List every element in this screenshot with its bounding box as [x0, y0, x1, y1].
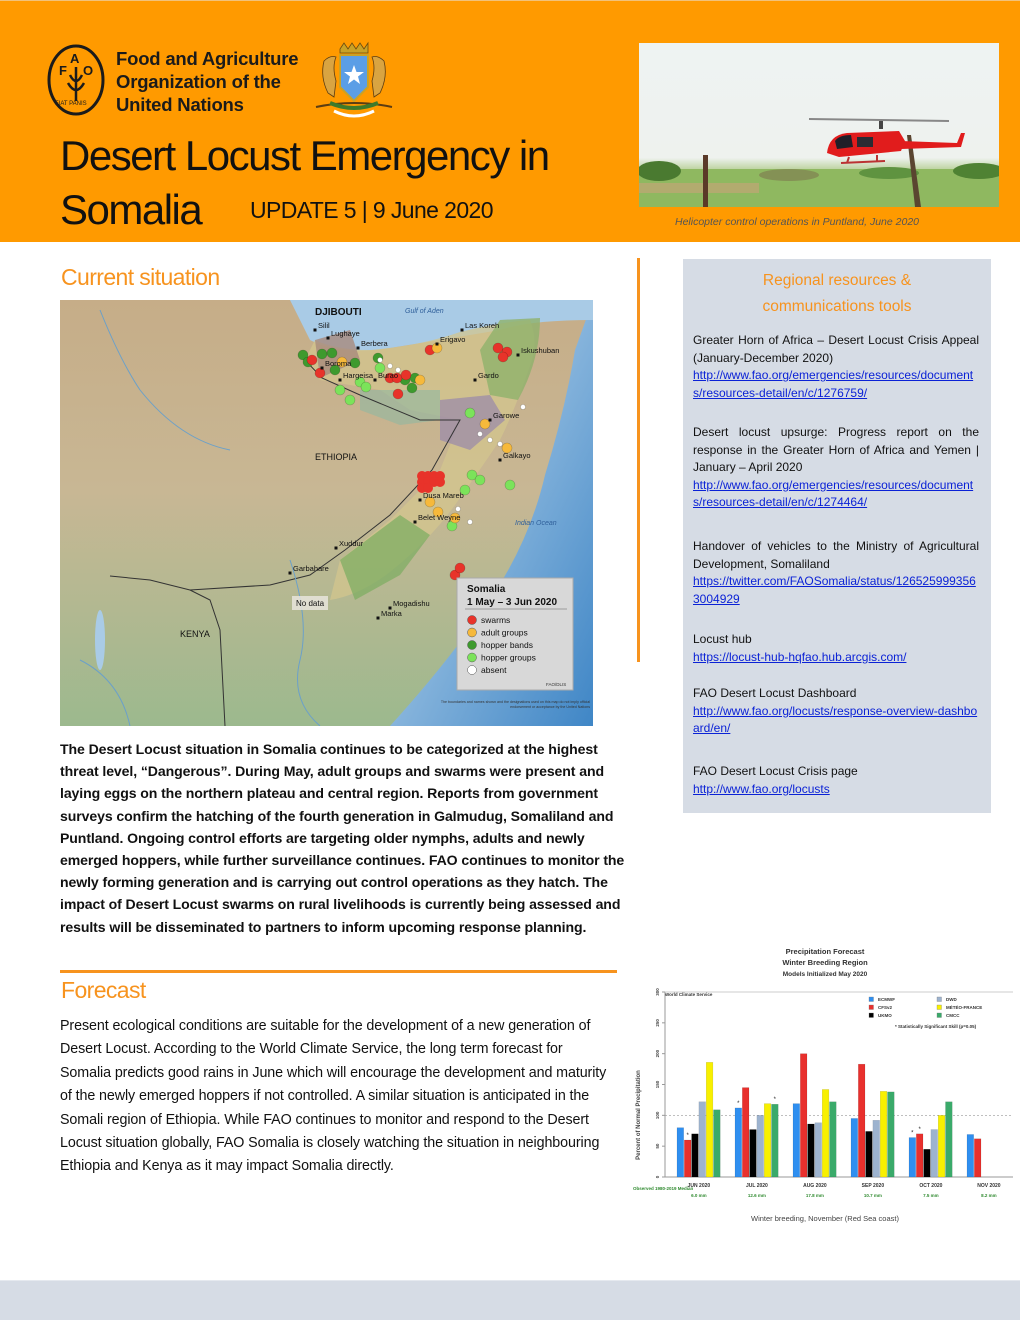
- map-town-label: Belet Weyne: [418, 513, 461, 522]
- resource-item: [693, 631, 979, 666]
- chart-legend-label: DWD: [946, 997, 957, 1002]
- chart-bar: [888, 1092, 895, 1177]
- chart-legend-label: ECMWF: [878, 997, 895, 1002]
- map-town-marker: [289, 572, 292, 575]
- map-observation-dot: [327, 348, 337, 358]
- map-label-gulf-of-aden: Gulf of Aden: [405, 308, 444, 315]
- chart-legend-swatch: [869, 1013, 874, 1018]
- resource-link[interactable]: http://www.fao.org/locusts: [693, 781, 830, 796]
- map-label-kenya: KENYA: [180, 629, 210, 639]
- chart-significance-mark: *: [773, 1097, 777, 1104]
- map-legend-swatch: [468, 628, 477, 637]
- map-observation-dot: [415, 375, 425, 385]
- chart-legend-label: CMCC: [946, 1013, 960, 1018]
- resource-link[interactable]: https://twitter.com/FAOSomalia/status/1265259993563004929: [693, 574, 976, 606]
- chart-bar: [742, 1088, 749, 1177]
- org-name-line: United Nations: [116, 94, 244, 115]
- map-observation-dot: [455, 563, 465, 573]
- chart-bar: [967, 1134, 974, 1177]
- chart-bar: [699, 1102, 706, 1177]
- chart-bar: [757, 1115, 764, 1177]
- sidebar-title: [683, 268, 991, 320]
- chart-x-tick-label: AUG 2020: [803, 1183, 827, 1189]
- map-legend-label: absent: [481, 665, 507, 675]
- map-observation-dot: [456, 507, 461, 512]
- map-observation-dot: [468, 520, 473, 525]
- chart-legend-label: UKMO: [878, 1013, 892, 1018]
- chart-legend-swatch: [937, 1013, 942, 1018]
- chart-observed-label: Observed 1980-2019 Median: [633, 1186, 694, 1191]
- map-town-marker: [314, 329, 317, 332]
- map-town-label: Burao: [378, 371, 399, 380]
- chart-y-tick-label: 200: [655, 1049, 660, 1058]
- chart-bar: [866, 1131, 873, 1177]
- map-observation-dot: [498, 442, 503, 447]
- forecast-text: Present ecological conditions are suitable for the development of a new generation of Desert Locust. According to the World Climate Service, the long term forecast for Somalia predicts good rains in June which will encourage the development and maturity of the newly emerged hoppers if not controlled. A similar situation is anticipated in the Somali region of Ethiopia. While FAO continues to monitor and respond to the Desert Locust situation globally, FAO Somalia is closely watching the situation in neighbouring Ethiopia and Kenya as it may impact Somalia directly.: [60, 1018, 607, 1175]
- map-town-marker: [377, 617, 380, 620]
- chart-observed-median-label: 8.2 mm: [981, 1193, 997, 1198]
- chart-bar: [909, 1138, 916, 1177]
- chart-legend-label: MÉTÉO-FRANCE: [946, 1005, 983, 1010]
- map-town-label: Berbera: [361, 339, 388, 348]
- resource-description: FAO Desert Locust Dashboard: [693, 686, 857, 700]
- chart-legend-swatch: [869, 997, 874, 1002]
- map-town-marker: [461, 329, 464, 332]
- resource-description: Handover of vehicles to the Ministry of Agricultural Development, Somaliland: [693, 539, 979, 571]
- map-label-indian-ocean: Indian Ocean: [515, 520, 557, 527]
- chart-title: Precipitation Forecast: [785, 947, 865, 956]
- chart-bar: [938, 1115, 945, 1177]
- map-town-marker: [499, 459, 502, 462]
- map-town-marker: [335, 547, 338, 550]
- chart-source-label: World Climate Service: [665, 992, 713, 997]
- chart-bar: [750, 1130, 757, 1177]
- chart-bar: [880, 1091, 887, 1177]
- logo-letter-f: F: [59, 63, 67, 78]
- chart-x-tick-label: JUN 2020: [687, 1183, 711, 1189]
- chart-y-tick-label: 100: [655, 1111, 660, 1120]
- chart-bar: [714, 1110, 721, 1177]
- chart-bar: [800, 1054, 807, 1177]
- map-observation-dot: [435, 477, 445, 487]
- map-town-marker: [357, 347, 360, 350]
- chart-significance-mark: *: [911, 1130, 914, 1137]
- current-situation-text: The Desert Locust situation in Somalia continues to be categorized at the highest threat level, “Dangerous”. During May, adult groups and swarms were present and laying eggs on the northern plateau and central region. Reports from government surveys confirm the hatching of the fourth generation in Galmudug, Somaliland and Puntland. Ongoing control efforts are targeting older nymphs, adults and newly emerged hoppers, while further surveillance continues. FAO continues to monitor the newly forming generation and is carrying out control operations as they hatch. The impact of Desert Locust swarms on rural livelihoods is currently being assessed and results will be disseminated to partners to inform upcoming response planning.: [60, 741, 625, 935]
- resource-item: [693, 763, 979, 798]
- map-town-marker: [321, 367, 324, 370]
- map-town-marker: [339, 379, 342, 382]
- map-legend-title: Somalia: [467, 584, 506, 595]
- chart-bar: [684, 1140, 691, 1177]
- map-town-label: Las Koreh: [465, 321, 500, 330]
- org-name: [116, 47, 298, 116]
- org-name-line: Organization of the: [116, 71, 281, 92]
- map-observation-dot: [361, 382, 371, 392]
- chart-bar: [931, 1130, 938, 1177]
- map-label-djibouti: DJIBOUTI: [315, 307, 362, 318]
- chart-bar: [815, 1123, 822, 1177]
- fao-logo-icon: [46, 43, 106, 117]
- map-town-label: Iskushuban: [521, 346, 560, 355]
- resource-item: [693, 424, 979, 512]
- chart-bar: [808, 1124, 815, 1177]
- chart-observed-median-label: 17.8 mm: [805, 1193, 824, 1198]
- map-town-label: Silil: [318, 321, 330, 330]
- chart-legend-swatch: [869, 1005, 874, 1010]
- chart-bar: [873, 1120, 880, 1177]
- map-town-marker: [474, 379, 477, 382]
- chart-y-tick-label: 250: [655, 1019, 660, 1027]
- resource-link[interactable]: https://locust-hub-hqfao.hub.arcgis.com/: [693, 649, 907, 664]
- chart-bar: [692, 1134, 699, 1177]
- section-heading-current-situation: Current situation: [61, 264, 220, 290]
- resource-item: [693, 538, 979, 608]
- resource-description: Greater Horn of Africa – Desert Locust Crisis Appeal (January-December 2020): [693, 333, 979, 365]
- map-town-marker: [419, 499, 422, 502]
- map-observation-dot: [345, 395, 355, 405]
- map-town-label: Marka: [381, 609, 402, 618]
- map-legend-period: 1 May – 3 Jun 2020: [467, 597, 558, 608]
- chart-x-tick-label: OCT 2020: [919, 1183, 943, 1189]
- chart-significance-mark: *: [737, 1100, 740, 1107]
- resource-link[interactable]: http://www.fao.org/locusts/response-overview-dashboard/en/: [693, 703, 978, 736]
- resource-description: FAO Desert Locust Crisis page: [693, 764, 858, 778]
- column-divider: [637, 258, 640, 662]
- map-legend-label: adult groups: [481, 627, 528, 638]
- chart-bar: [772, 1104, 779, 1177]
- map-town-marker: [374, 379, 377, 382]
- chart-bar: [974, 1139, 981, 1177]
- chart-bar: [924, 1149, 931, 1177]
- header-banner: [0, 0, 1020, 242]
- chart-subtitle-1: Winter Breeding Region: [782, 958, 868, 967]
- footer-band: [0, 1280, 1020, 1320]
- chart-legend-label: CFSv2: [878, 1005, 893, 1010]
- map-town-label: Garowe: [493, 411, 520, 420]
- resources-sidebar: [683, 259, 991, 813]
- chart-bar: [946, 1102, 953, 1177]
- resource-link[interactable]: http://www.fao.org/emergencies/resources/documents/resources-detail/en/c/1276759/: [693, 368, 974, 400]
- logo-letter-o: O: [83, 63, 94, 78]
- map-observation-dot: [475, 475, 485, 485]
- map-legend-label: hopper groups: [481, 652, 536, 663]
- chart-bar: [706, 1062, 713, 1177]
- map-observation-dot: [407, 383, 417, 393]
- map-town-label: Galkayo: [503, 451, 531, 460]
- resource-item: [693, 332, 979, 402]
- map-legend-credit: FAO/DLIS: [546, 682, 567, 687]
- chart-significance-mark: *: [686, 1133, 689, 1139]
- map-legend-label: hopper bands: [481, 640, 533, 650]
- chart-legend-swatch: [937, 1005, 942, 1010]
- map-legend-swatch: [468, 666, 477, 675]
- map-legend: [457, 578, 573, 690]
- map-town-marker: [517, 354, 520, 357]
- logo-letter-a: A: [70, 51, 80, 66]
- sidebar-title-line2: communications tools: [762, 298, 912, 315]
- map-town-marker: [327, 337, 330, 340]
- chart-bar: [822, 1089, 829, 1177]
- resource-item: [693, 685, 979, 738]
- chart-y-tick-label: 50: [655, 1143, 660, 1149]
- map-town-marker: [489, 419, 492, 422]
- page-title-line2: Somalia: [60, 186, 202, 233]
- map-town-marker: [414, 521, 417, 524]
- map-legend-swatch: [468, 641, 477, 650]
- section-divider: [60, 970, 617, 973]
- chart-bar: [916, 1134, 923, 1177]
- map-town-marker: [436, 343, 439, 346]
- map-observation-dot: [401, 370, 411, 380]
- helicopter-photo: [639, 43, 999, 207]
- map-observation-dot: [478, 432, 483, 437]
- map-town-label: Dusa Mareb: [423, 491, 464, 500]
- map-observation-dot: [393, 389, 403, 399]
- chart-significance-mark: *: [918, 1126, 921, 1133]
- map-town-label: Erigavo: [440, 335, 466, 344]
- map-town-label: Mogadishu: [393, 599, 430, 608]
- chart-y-axis-label: Percent of Normal Precipitation: [636, 1070, 642, 1160]
- chart-bar: [793, 1104, 800, 1177]
- map-observation-dot: [307, 355, 317, 365]
- sidebar-title-line1: Regional resources &: [762, 272, 912, 289]
- map-observation-dot: [488, 438, 493, 443]
- chart-observed-median-label: 6.0 mm: [691, 1193, 707, 1198]
- chart-y-tick-label: 0: [655, 1175, 660, 1179]
- chart-bar: [851, 1118, 858, 1177]
- chart-observed-median-label: 12.6 mm: [747, 1193, 766, 1198]
- chart-y-tick-label: 150: [655, 1080, 660, 1089]
- map-town-label: Garbahare: [293, 564, 329, 573]
- map-town-label: Hargeisa: [343, 371, 374, 380]
- map-label-ethiopia: ETHIOPIA: [315, 452, 358, 462]
- map-legend-swatch: [468, 616, 477, 625]
- map-town-label: Gardo: [478, 371, 499, 380]
- map-no-data-label: No data: [296, 599, 325, 608]
- update-label: UPDATE 5 | 9 June 2020: [250, 197, 493, 223]
- chart-bar: [677, 1128, 684, 1177]
- map-observation-dot: [317, 349, 327, 359]
- chart-x-tick-label: NOV 2020: [977, 1183, 1001, 1189]
- map-observation-dot: [498, 352, 508, 362]
- chart-observed-median-label: 10.7 mm: [863, 1193, 882, 1198]
- resource-description: Locust hub: [693, 632, 752, 646]
- chart-bar: [858, 1064, 865, 1177]
- chart-x-tick-label: JUL 2020: [745, 1183, 768, 1189]
- map-legend-swatch: [468, 653, 477, 662]
- map-town-label: Boroma: [325, 359, 352, 368]
- resource-description: Desert locust upsurge: Progress report on the response in the Greater Horn of Africa and Yemen | January – April 2020: [693, 425, 979, 475]
- chart-bar: [764, 1104, 771, 1177]
- resource-link[interactable]: http://www.fao.org/emergencies/resources/documents/resources-detail/en/c/1274464/: [693, 477, 974, 510]
- map-observation-dot: [505, 480, 515, 490]
- page-title-line1: Desert Locust Emergency in: [60, 132, 549, 179]
- map-town-label: Xuddur: [339, 539, 364, 548]
- logo-motto: FIAT PANIS: [55, 101, 87, 107]
- chart-subtitle-2: Models Initialized May 2020: [782, 971, 868, 978]
- map-observation-dot: [465, 408, 475, 418]
- map-disclaimer: The boundaries and names shown and the designations used on this map do not imply official endorsement or acceptance by the United Nations: [440, 700, 590, 709]
- chart-bar: [830, 1102, 837, 1177]
- map-observation-dot: [388, 364, 393, 369]
- somalia-coat-of-arms-icon: [310, 41, 398, 125]
- chart-bar: [735, 1108, 742, 1177]
- map-town-label: Lughaye: [331, 329, 360, 338]
- photo-caption: Helicopter control operations in Puntland, June 2020: [675, 216, 919, 228]
- org-name-line: Food and Agriculture: [116, 48, 299, 69]
- map-observation-dot: [350, 358, 360, 368]
- locust-situation-map: [60, 300, 593, 726]
- section-heading-forecast: Forecast: [61, 977, 146, 1003]
- map-observation-dot: [378, 358, 383, 363]
- map-legend-label: swarms: [481, 615, 511, 625]
- chart-significance-label: * Statistically Significant Skill (p=0.05): [895, 1024, 977, 1029]
- map-observation-dot: [335, 385, 345, 395]
- chart-legend-swatch: [937, 997, 942, 1002]
- chart-x-axis-label: Winter breeding, November (Red Sea coast): [751, 1214, 899, 1223]
- map-observation-dot: [493, 343, 503, 353]
- chart-y-tick-label: 300: [655, 988, 660, 996]
- chart-x-tick-label: SEP 2020: [861, 1183, 885, 1189]
- chart-observed-median-label: 7.5 mm: [923, 1193, 939, 1198]
- precipitation-forecast-chart: [625, 940, 1015, 1230]
- map-observation-dot: [521, 405, 526, 410]
